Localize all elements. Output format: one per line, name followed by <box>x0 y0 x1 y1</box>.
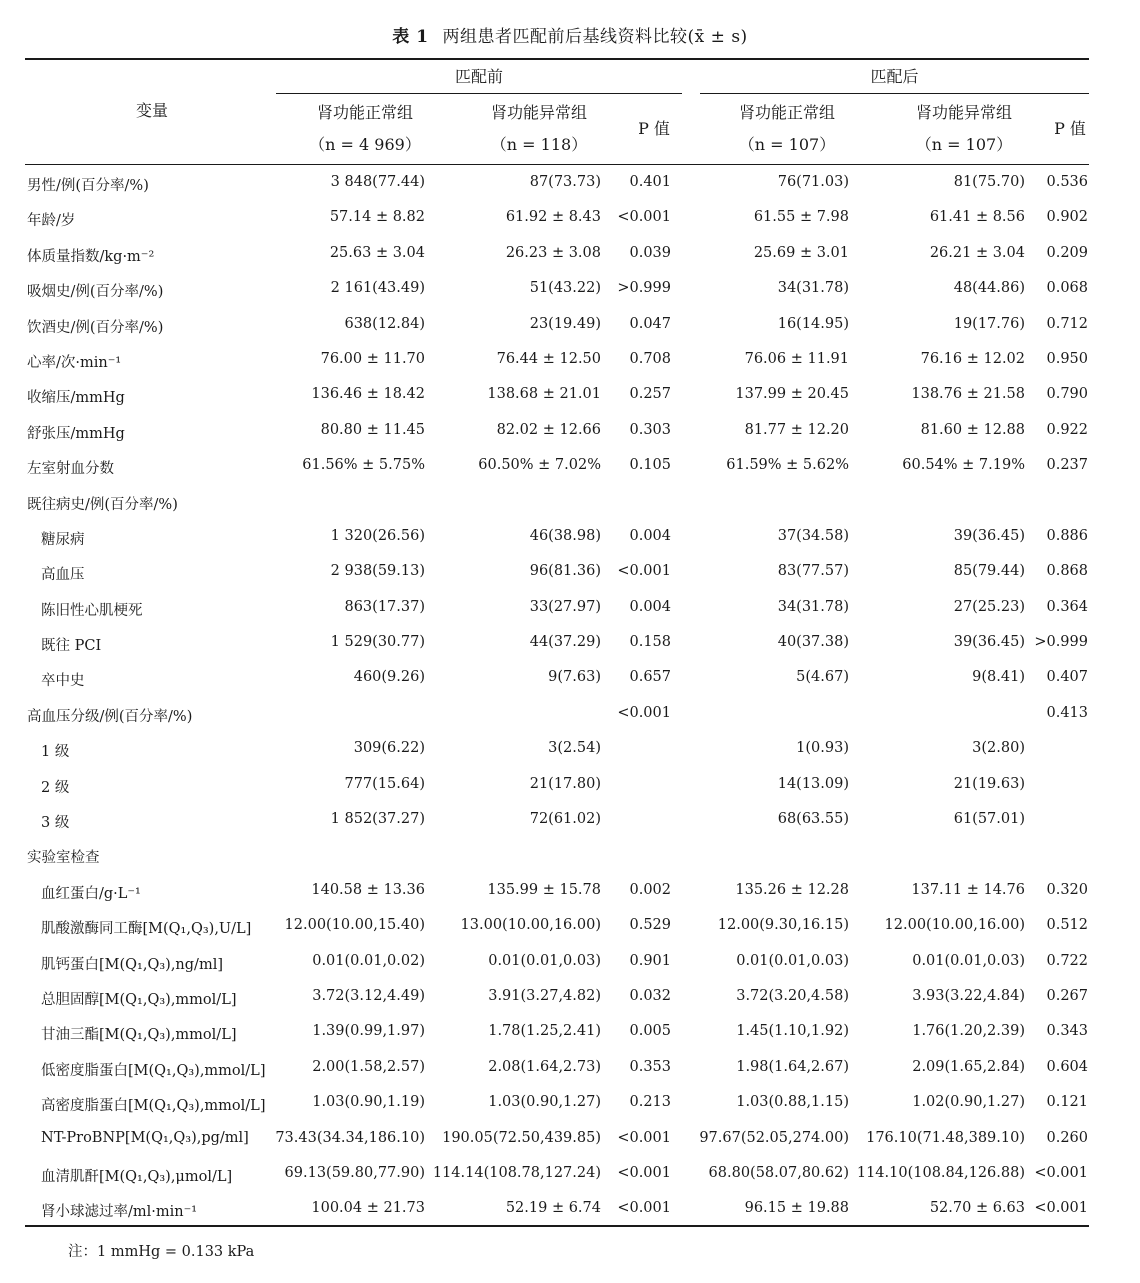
after-abnormal-cell: 1.02(0.90,1.27) <box>912 1094 1025 1111</box>
row-variable: 2 级 <box>41 779 70 796</box>
before-abnormal-cell: 76.44 ± 12.50 <box>496 350 601 367</box>
before-p-cell: <0.001 <box>617 563 671 580</box>
after-normal-cell: 3.72(3.20,4.58) <box>736 987 849 1004</box>
table-row <box>25 661 1089 696</box>
after-normal-cell: 34(31.78) <box>777 598 849 615</box>
table-row <box>25 591 1089 626</box>
table-row <box>25 838 1089 873</box>
row-variable: 血红蛋白/g·L⁻¹ <box>41 885 141 902</box>
before-p-cell: 0.158 <box>629 634 671 651</box>
after-abnormal-cell: 12.00(10.00,16.00) <box>884 917 1025 934</box>
row-variable: 心率/次·min⁻¹ <box>27 354 122 371</box>
before-normal-cell: 2 161(43.49) <box>330 280 425 297</box>
header-after-p: P 值 <box>1054 119 1086 138</box>
table-row <box>25 308 1089 343</box>
header-after-abnormal-n: （n = 107） <box>915 135 1013 154</box>
table-row <box>25 414 1089 449</box>
after-abnormal-cell: 138.76 ± 21.58 <box>911 386 1025 403</box>
before-p-cell: 0.047 <box>629 315 671 332</box>
after-abnormal-cell: 60.54% ± 7.19% <box>902 457 1025 474</box>
after-p-cell: 0.413 <box>1046 704 1088 721</box>
table-row <box>25 732 1089 767</box>
after-abnormal-cell: 1.76(1.20,2.39) <box>912 1023 1025 1040</box>
after-normal-cell: 16(14.95) <box>777 315 849 332</box>
after-normal-cell: 0.01(0.01,0.03) <box>736 952 849 969</box>
before-p-cell: 0.002 <box>629 881 671 898</box>
before-abnormal-cell: 3(2.54) <box>548 740 601 757</box>
row-variable: 3 级 <box>41 815 70 832</box>
row-variable: 肾小球滤过率/ml·min⁻¹ <box>41 1204 198 1221</box>
after-normal-cell: 1.98(1.64,2.67) <box>736 1058 849 1075</box>
after-abnormal-cell: 39(36.45) <box>953 527 1025 544</box>
after-abnormal-cell: 27(25.23) <box>953 598 1025 615</box>
before-p-cell: 0.039 <box>629 244 671 261</box>
header-before: 匹配前 <box>454 67 503 86</box>
after-abnormal-cell: 19(17.76) <box>953 315 1025 332</box>
table-row <box>25 520 1089 555</box>
before-normal-cell: 61.56% ± 5.75% <box>302 457 425 474</box>
before-normal-cell: 136.46 ± 18.42 <box>311 386 425 403</box>
before-normal-cell: 3.72(3.12,4.49) <box>312 987 425 1004</box>
table-body <box>25 166 1089 1228</box>
header-variable: 变量 <box>135 101 168 120</box>
before-p-cell: <0.001 <box>617 704 671 721</box>
before-normal-cell: 76.00 ± 11.70 <box>320 350 425 367</box>
after-normal-cell: 37(34.58) <box>777 527 849 544</box>
table-row <box>25 237 1089 272</box>
after-abnormal-cell: 3(2.80) <box>972 740 1025 757</box>
before-normal-cell: 1 529(30.77) <box>330 634 425 651</box>
after-p-cell: 0.922 <box>1046 421 1088 438</box>
before-abnormal-cell: 135.99 ± 15.78 <box>487 881 601 898</box>
before-abnormal-cell: 33(27.97) <box>529 598 601 615</box>
row-variable: 甘油三酯[M(Q₁,Q₃),mmol/L] <box>41 1027 237 1044</box>
after-abnormal-cell: 9(8.41) <box>972 669 1025 686</box>
after-normal-cell: 97.67(52.05,274.00) <box>699 1129 849 1146</box>
table-row <box>25 555 1089 590</box>
table-row <box>25 768 1089 803</box>
table-label: 表 1 <box>392 27 429 47</box>
header-after-normal-n: （n = 107） <box>738 135 836 154</box>
after-p-cell: 0.886 <box>1046 527 1088 544</box>
header-after-normal: 肾功能正常组 <box>738 103 835 122</box>
before-abnormal-cell: 114.14(108.78,127.24) <box>432 1164 601 1181</box>
after-normal-cell: 83(77.57) <box>777 563 849 580</box>
after-normal-cell: 1.45(1.10,1.92) <box>736 1023 849 1040</box>
before-normal-cell: 69.13(59.80,77.90) <box>284 1164 425 1181</box>
before-normal-cell: 80.80 ± 11.45 <box>320 421 425 438</box>
before-abnormal-cell: 0.01(0.01,0.03) <box>488 952 601 969</box>
before-abnormal-cell: 26.23 ± 3.08 <box>505 244 601 261</box>
after-abnormal-cell: 21(19.63) <box>953 775 1025 792</box>
before-p-cell: 0.529 <box>629 917 671 934</box>
after-p-cell: 0.209 <box>1046 244 1088 261</box>
row-variable: 卒中史 <box>41 673 85 690</box>
header-before-normal: 肾功能正常组 <box>316 103 413 122</box>
before-p-cell: 0.303 <box>629 421 671 438</box>
row-variable: 总胆固醇[M(Q₁,Q₃),mmol/L] <box>41 991 237 1008</box>
before-normal-cell: 0.01(0.01,0.02) <box>312 952 425 969</box>
after-p-cell: 0.068 <box>1046 280 1088 297</box>
after-abnormal-cell: 3.93(3.22,4.84) <box>912 987 1025 1004</box>
row-variable: 陈旧性心肌梗死 <box>41 602 143 619</box>
row-variable: 实验室检查 <box>27 850 100 867</box>
before-p-cell: 0.004 <box>629 598 671 615</box>
table-row <box>25 874 1089 909</box>
after-normal-cell: 12.00(9.30,16.15) <box>717 917 849 934</box>
before-normal-cell: 100.04 ± 21.73 <box>311 1200 425 1217</box>
before-p-cell: <0.001 <box>617 1164 671 1181</box>
before-p-cell: <0.001 <box>617 1200 671 1217</box>
before-abnormal-cell: 190.05(72.50,439.85) <box>442 1129 601 1146</box>
after-normal-cell: 96.15 ± 19.88 <box>744 1200 849 1217</box>
before-abnormal-cell: 23(19.49) <box>529 315 601 332</box>
table-row <box>25 201 1089 236</box>
before-abnormal-cell: 72(61.02) <box>529 811 601 828</box>
table-row <box>25 378 1089 413</box>
after-normal-cell: 25.69 ± 3.01 <box>753 244 849 261</box>
after-p-cell: 0.790 <box>1046 386 1088 403</box>
row-variable: 既往病史/例(百分率/%) <box>27 496 178 513</box>
before-abnormal-cell: 46(38.98) <box>529 527 601 544</box>
after-p-cell: 0.364 <box>1046 598 1088 615</box>
after-abnormal-cell: 81.60 ± 12.88 <box>920 421 1025 438</box>
after-p-cell: 0.902 <box>1046 209 1088 226</box>
before-normal-cell: 25.63 ± 3.04 <box>329 244 425 261</box>
after-p-cell: 0.868 <box>1046 563 1088 580</box>
after-normal-cell: 34(31.78) <box>777 280 849 297</box>
before-abnormal-cell: 2.08(1.64,2.73) <box>488 1058 601 1075</box>
after-abnormal-cell: 176.10(71.48,389.10) <box>866 1129 1025 1146</box>
after-p-cell: 0.267 <box>1046 987 1088 1004</box>
table-row <box>25 803 1089 838</box>
before-abnormal-cell: 1.78(1.25,2.41) <box>488 1023 601 1040</box>
table-row <box>25 1157 1089 1192</box>
before-abnormal-cell: 44(37.29) <box>529 634 601 651</box>
row-variable: 肌酸激酶同工酶[M(Q₁,Q₃),U/L] <box>41 921 252 938</box>
after-p-cell: 0.121 <box>1046 1094 1088 1111</box>
after-normal-cell: 14(13.09) <box>777 775 849 792</box>
before-abnormal-cell: 96(81.36) <box>529 563 601 580</box>
before-normal-cell: 57.14 ± 8.82 <box>329 209 425 226</box>
header-before-normal-n: （n = 4 969） <box>309 135 421 154</box>
after-normal-cell: 137.99 ± 20.45 <box>735 386 849 403</box>
table-row <box>25 626 1089 661</box>
before-normal-cell: 1.03(0.90,1.19) <box>312 1094 425 1111</box>
row-variable: 男性/例(百分率/%) <box>27 178 149 194</box>
table-caption-suffix: (x̄ ± s) <box>687 27 748 47</box>
after-normal-cell: 76(71.03) <box>777 174 849 190</box>
table-row <box>25 1086 1089 1121</box>
after-abnormal-cell: 85(79.44) <box>953 563 1025 580</box>
row-variable: 糖尿病 <box>41 531 85 548</box>
row-variable: 高血压 <box>41 567 85 584</box>
after-normal-cell: 61.55 ± 7.98 <box>753 209 849 226</box>
table-row <box>25 1122 1089 1157</box>
after-abnormal-cell: 61(57.01) <box>953 811 1025 828</box>
row-variable: 饮酒史/例(百分率/%) <box>27 319 164 336</box>
before-normal-cell: 309(6.22) <box>353 740 425 757</box>
before-normal-cell: 1 852(37.27) <box>330 811 425 828</box>
table-row <box>25 1015 1089 1050</box>
after-p-cell: 0.536 <box>1046 174 1088 190</box>
row-variable: 肌钙蛋白[M(Q₁,Q₃),ng/ml] <box>41 956 223 973</box>
after-p-cell: >0.999 <box>1034 634 1088 651</box>
after-group-rule <box>700 93 1089 94</box>
after-normal-cell: 76.06 ± 11.91 <box>744 350 849 367</box>
table-row <box>25 166 1089 201</box>
before-normal-cell: 863(17.37) <box>344 598 425 615</box>
before-p-cell: 0.401 <box>629 174 671 190</box>
header-before-abnormal-n: （n = 118） <box>490 135 588 154</box>
before-abnormal-cell: 60.50% ± 7.02% <box>478 457 601 474</box>
table-row <box>25 909 1089 944</box>
table-row <box>25 485 1089 520</box>
before-abnormal-cell: 13.00(10.00,16.00) <box>460 917 601 934</box>
row-variable: 舒张压/mmHg <box>27 425 125 442</box>
after-p-cell: 0.722 <box>1046 952 1088 969</box>
after-p-cell: <0.001 <box>1034 1200 1088 1217</box>
after-p-cell: 0.260 <box>1046 1129 1088 1146</box>
before-normal-cell: 140.58 ± 13.36 <box>311 881 425 898</box>
after-abnormal-cell: 0.01(0.01,0.03) <box>912 952 1025 969</box>
after-normal-cell: 135.26 ± 12.28 <box>735 881 849 898</box>
table-row <box>25 980 1089 1015</box>
before-p-cell: 0.901 <box>629 952 671 969</box>
before-normal-cell: 777(15.64) <box>344 775 425 792</box>
before-normal-cell: 12.00(10.00,15.40) <box>284 917 425 934</box>
row-variable: 既往 PCI <box>41 638 102 655</box>
before-p-cell: 0.657 <box>629 669 671 686</box>
after-p-cell: 0.407 <box>1046 669 1088 686</box>
table-row <box>25 945 1089 980</box>
row-variable: 左室射血分数 <box>27 461 114 478</box>
after-abnormal-cell: 48(44.86) <box>953 280 1025 297</box>
before-normal-cell: 2.00(1.58,2.57) <box>312 1058 425 1075</box>
header-bottom-rule <box>25 164 1089 165</box>
before-p-cell: 0.257 <box>629 386 671 403</box>
after-p-cell: 0.950 <box>1046 350 1088 367</box>
after-abnormal-cell: 26.21 ± 3.04 <box>929 244 1025 261</box>
before-normal-cell: 2 938(59.13) <box>330 563 425 580</box>
row-variable: 年龄/岁 <box>27 213 76 230</box>
after-normal-cell: 68(63.55) <box>777 811 849 828</box>
top-rule <box>25 58 1089 60</box>
after-p-cell: 0.712 <box>1046 315 1088 332</box>
table-note: 注：1 mmHg = 0.133 kPa <box>68 1244 255 1260</box>
before-normal-cell: 1.39(0.99,1.97) <box>312 1023 425 1040</box>
before-normal-cell: 638(12.84) <box>344 315 425 332</box>
after-p-cell: 0.604 <box>1046 1058 1088 1075</box>
table-row <box>25 272 1089 307</box>
before-p-cell: 0.708 <box>629 350 671 367</box>
before-abnormal-cell: 61.92 ± 8.43 <box>505 209 601 226</box>
before-normal-cell: 460(9.26) <box>353 669 425 686</box>
before-group-rule <box>276 93 682 94</box>
table-row <box>25 697 1089 732</box>
before-abnormal-cell: 51(43.22) <box>529 280 601 297</box>
row-variable: NT-ProBNP[M(Q₁,Q₃),pg/ml] <box>41 1129 249 1146</box>
table-title <box>0 22 1140 47</box>
after-abnormal-cell: 52.70 ± 6.63 <box>929 1200 1025 1217</box>
header-after-abnormal: 肾功能异常组 <box>915 103 1012 122</box>
after-abnormal-cell: 114.10(108.84,126.88) <box>856 1164 1025 1181</box>
header-after: 匹配后 <box>870 67 919 86</box>
before-abnormal-cell: 21(17.80) <box>529 775 601 792</box>
row-variable: 低密度脂蛋白[M(Q₁,Q₃),mmol/L] <box>41 1062 266 1079</box>
before-abnormal-cell: 1.03(0.90,1.27) <box>488 1094 601 1111</box>
before-p-cell: <0.001 <box>617 1129 671 1146</box>
before-abnormal-cell: 87(73.73) <box>529 174 601 190</box>
before-abnormal-cell: 52.19 ± 6.74 <box>505 1200 601 1217</box>
before-p-cell: >0.999 <box>617 280 671 297</box>
before-normal-cell: 73.43(34.34,186.10) <box>275 1129 425 1146</box>
after-abnormal-cell: 39(36.45) <box>953 634 1025 651</box>
before-p-cell: 0.004 <box>629 527 671 544</box>
row-variable: 吸烟史/例(百分率/%) <box>27 284 164 301</box>
before-abnormal-cell: 82.02 ± 12.66 <box>496 421 601 438</box>
before-normal-cell: 3 848(77.44) <box>330 174 425 190</box>
after-normal-cell: 1(0.93) <box>796 740 849 757</box>
after-abnormal-cell: 61.41 ± 8.56 <box>929 209 1025 226</box>
after-normal-cell: 1.03(0.88,1.15) <box>736 1094 849 1111</box>
after-abnormal-cell: 137.11 ± 14.76 <box>911 881 1025 898</box>
before-p-cell: 0.032 <box>629 987 671 1004</box>
row-variable: 体质量指数/kg·m⁻² <box>27 248 155 265</box>
before-p-cell: 0.005 <box>629 1023 671 1040</box>
row-variable: 血清肌酐[M(Q₁,Q₃),μmol/L] <box>41 1168 233 1185</box>
after-p-cell: 0.343 <box>1046 1023 1088 1040</box>
after-normal-cell: 61.59% ± 5.62% <box>726 457 849 474</box>
row-variable: 1 级 <box>41 744 70 761</box>
before-abnormal-cell: 9(7.63) <box>548 669 601 686</box>
after-normal-cell: 81.77 ± 12.20 <box>744 421 849 438</box>
before-p-cell: <0.001 <box>617 209 671 226</box>
after-p-cell: 0.320 <box>1046 881 1088 898</box>
before-normal-cell: 1 320(26.56) <box>330 527 425 544</box>
table-row <box>25 1051 1089 1086</box>
after-abnormal-cell: 76.16 ± 12.02 <box>920 350 1025 367</box>
table-row <box>25 449 1089 484</box>
before-p-cell: 0.353 <box>629 1058 671 1075</box>
after-normal-cell: 40(37.38) <box>777 634 849 651</box>
after-p-cell: <0.001 <box>1034 1164 1088 1181</box>
before-p-cell: 0.105 <box>629 457 671 474</box>
row-variable: 收缩压/mmHg <box>27 390 125 407</box>
after-normal-cell: 5(4.67) <box>796 669 849 686</box>
header-before-p: P 值 <box>638 119 670 138</box>
after-abnormal-cell: 2.09(1.65,2.84) <box>912 1058 1025 1075</box>
after-abnormal-cell: 81(75.70) <box>953 174 1025 190</box>
table-row <box>25 1192 1089 1227</box>
after-p-cell: 0.237 <box>1046 457 1088 474</box>
before-abnormal-cell: 3.91(3.27,4.82) <box>488 987 601 1004</box>
before-p-cell: 0.213 <box>629 1094 671 1111</box>
header-before-abnormal: 肾功能异常组 <box>490 103 587 122</box>
row-variable: 高密度脂蛋白[M(Q₁,Q₃),mmol/L] <box>41 1098 266 1115</box>
table-row <box>25 343 1089 378</box>
after-normal-cell: 68.80(58.07,80.62) <box>708 1164 849 1181</box>
after-p-cell: 0.512 <box>1046 917 1088 934</box>
table-caption: 两组患者匹配前后基线资料比较 <box>442 27 688 47</box>
before-abnormal-cell: 138.68 ± 21.01 <box>487 386 601 403</box>
row-variable: 高血压分级/例(百分率/%) <box>27 708 193 725</box>
